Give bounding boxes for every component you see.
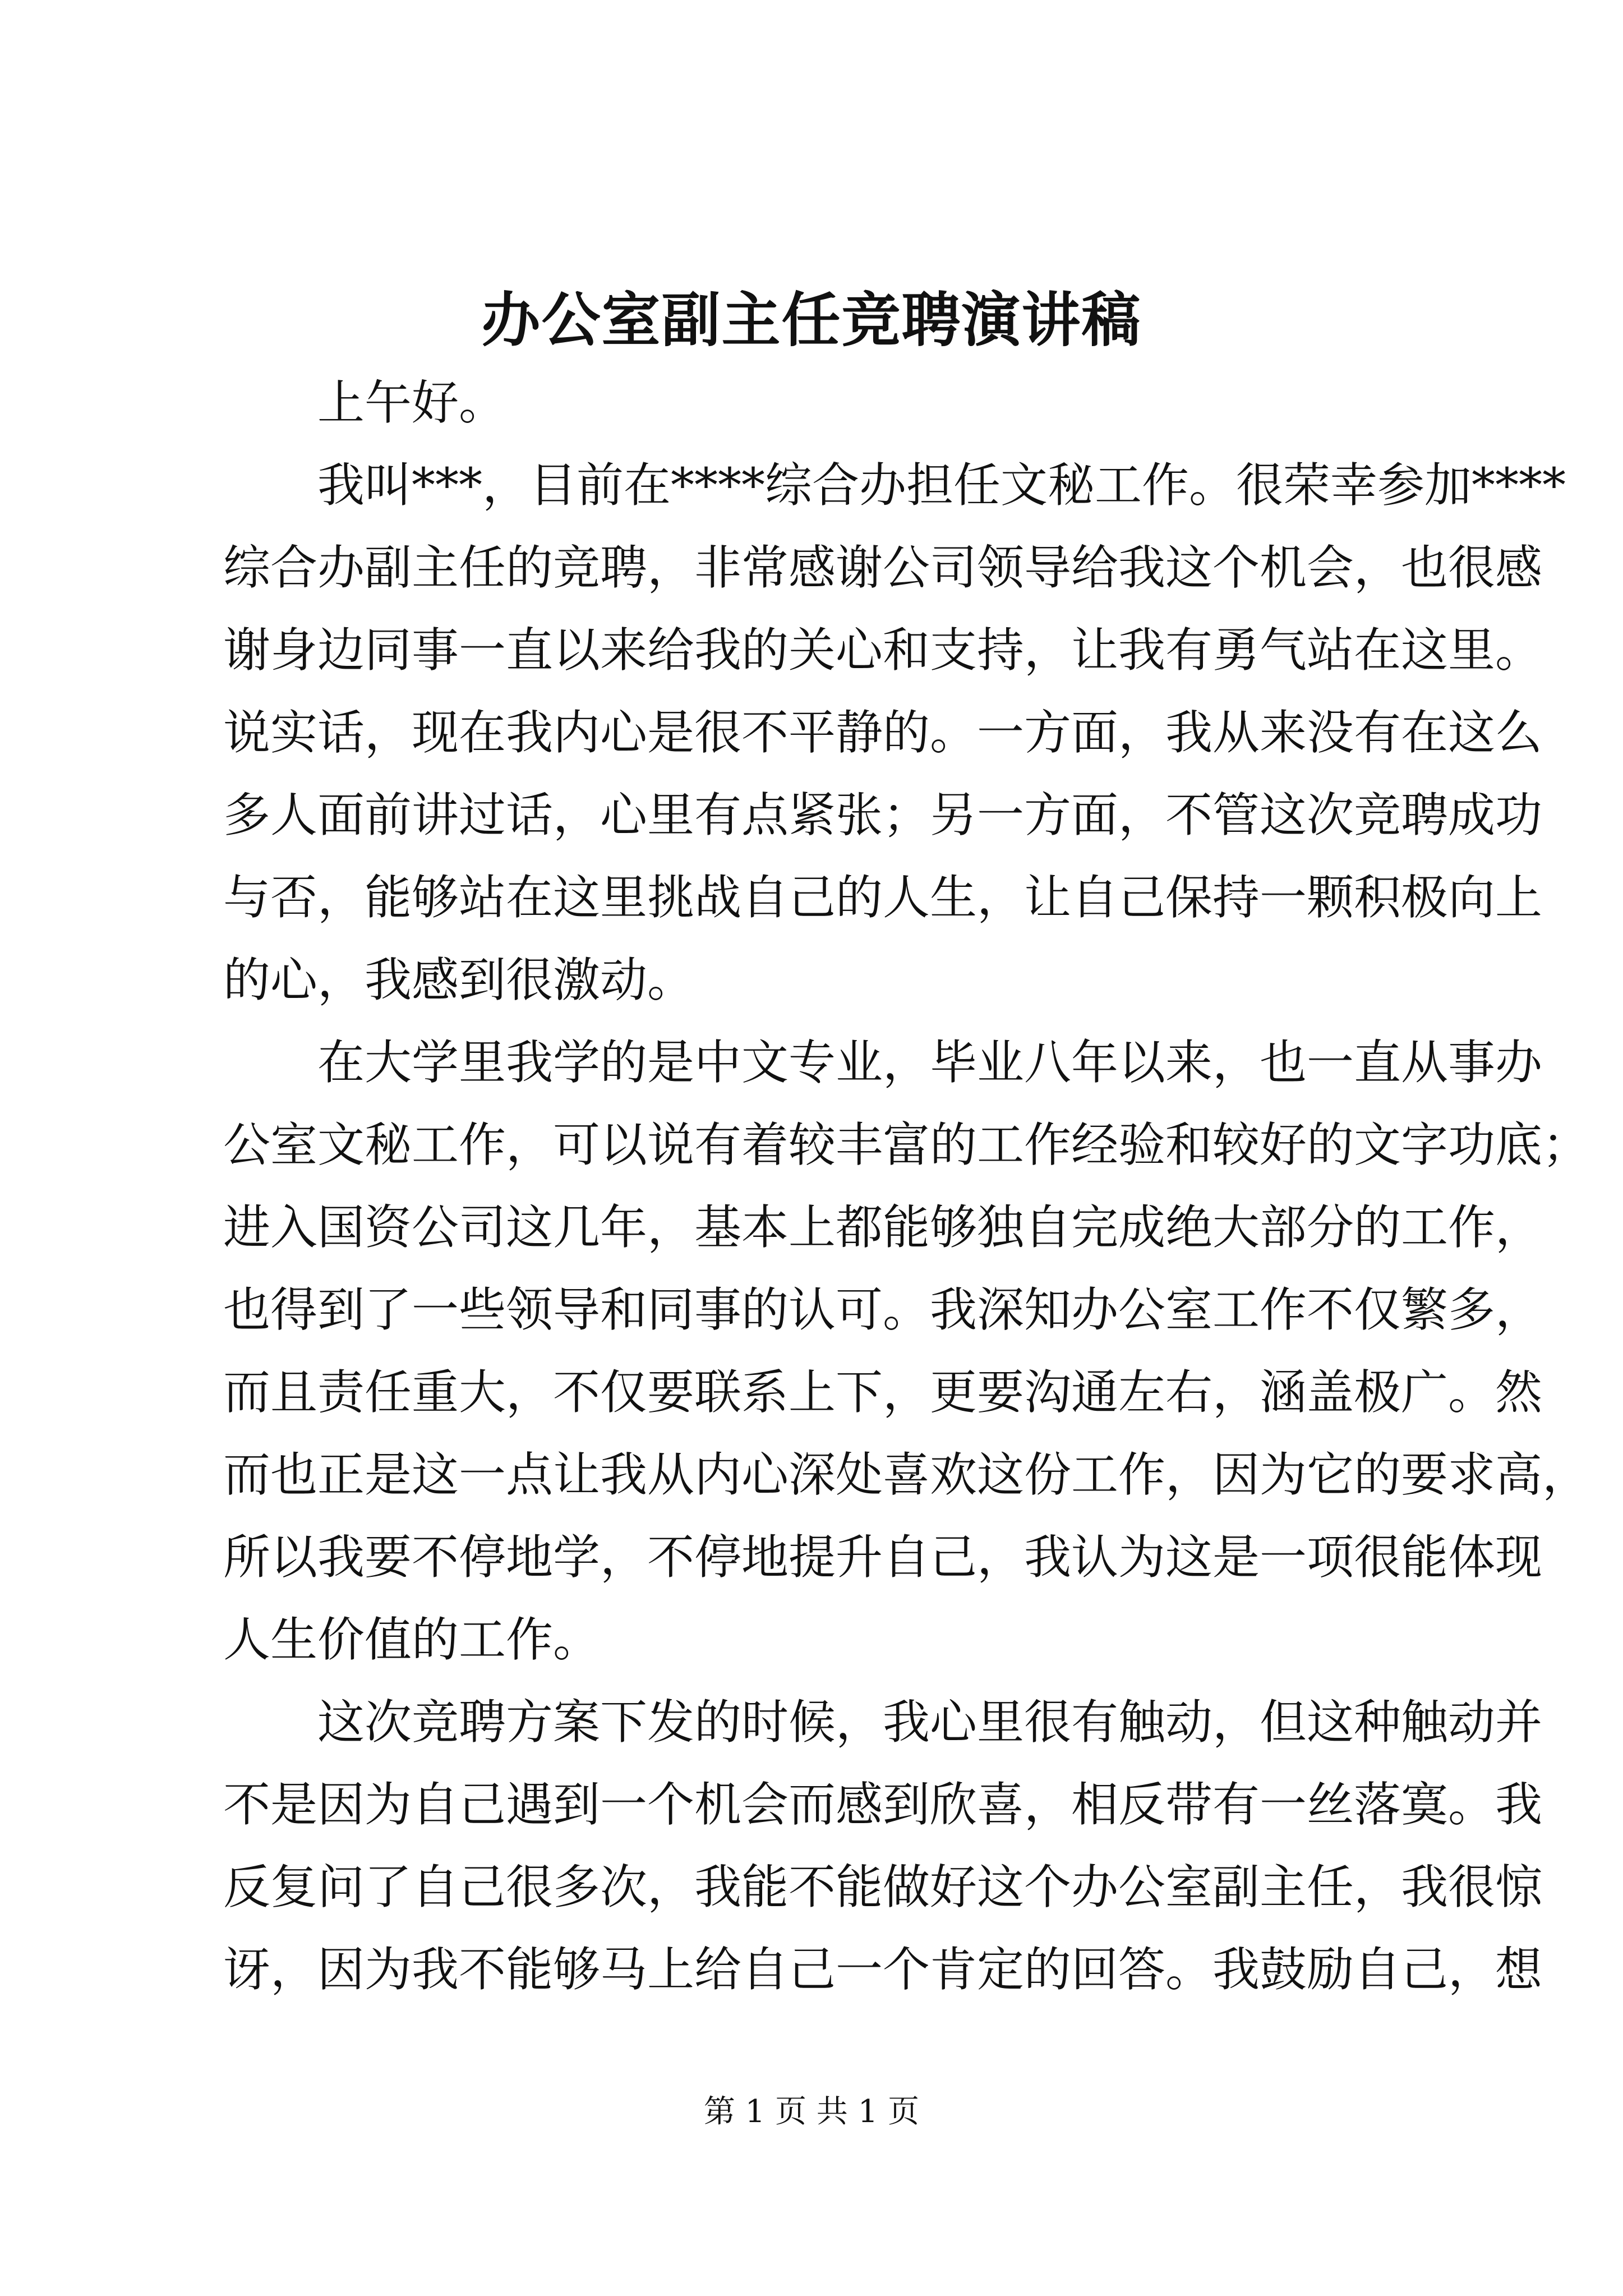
body-line: 也得到了一些领导和同事的认可。我深知办公室工作不仅繁多， xyxy=(223,1282,1543,1337)
body-line: 而也正是这一点让我从内心深处喜欢这份工作，因为它的要求高， xyxy=(223,1447,1590,1502)
body-line: 而且责任重大，不仅要联系上下，更要沟通左右，涵盖极广。然 xyxy=(223,1365,1543,1420)
page-footer: 第 1 页 共 1 页 xyxy=(703,2093,920,2130)
body-line: 不是因为自己遇到一个机会而感到欣喜，相反带有一丝落寞。我 xyxy=(223,1777,1543,1832)
body-line: 所以我要不停地学，不停地提升自己，我认为这是一项很能体现 xyxy=(223,1530,1543,1585)
body-line: 讶，因为我不能够马上给自己一个肯定的回答。我鼓励自己，想 xyxy=(223,1942,1543,1997)
document-body xyxy=(223,362,1590,2011)
body-line: 进入国资公司这几年，基本上都能够独自完成绝大部分的工作， xyxy=(223,1200,1543,1255)
body-line: 上午好。 xyxy=(317,375,506,430)
body-line: 我叫***，目前在****综合办担任文秘工作。很荣幸参加**** xyxy=(317,458,1566,513)
body-line: 综合办副主任的竞聘，非常感谢公司领导给我这个机会，也很感 xyxy=(223,540,1543,595)
body-line: 的心，我感到很激动。 xyxy=(223,953,695,1007)
body-line: 反复问了自己很多次，我能不能做好这个办公室副主任，我很惊 xyxy=(223,1860,1543,1915)
body-line: 公室文秘工作，可以说有着较丰富的工作经验和较好的文字功底； xyxy=(223,1117,1590,1172)
document-title: 办公室副主任竞聘演讲稿 xyxy=(481,285,1142,355)
body-line: 谢身边同事一直以来给我的关心和支持，让我有勇气站在这里。 xyxy=(223,623,1543,678)
body-line: 人生价值的工作。 xyxy=(223,1612,601,1667)
body-line: 多人面前讲过话，心里有点紧张；另一方面，不管这次竞聘成功 xyxy=(223,788,1543,843)
body-line: 与否，能够站在这里挑战自己的人生，让自己保持一颗积极向上 xyxy=(223,870,1543,925)
body-line: 在大学里我学的是中文专业，毕业八年以来，也一直从事办 xyxy=(317,1035,1543,1090)
body-line: 这次竞聘方案下发的时候，我心里很有触动，但这种触动并 xyxy=(317,1695,1543,1750)
body-line: 说实话，现在我内心是很不平静的。一方面，我从来没有在这么 xyxy=(223,705,1543,760)
